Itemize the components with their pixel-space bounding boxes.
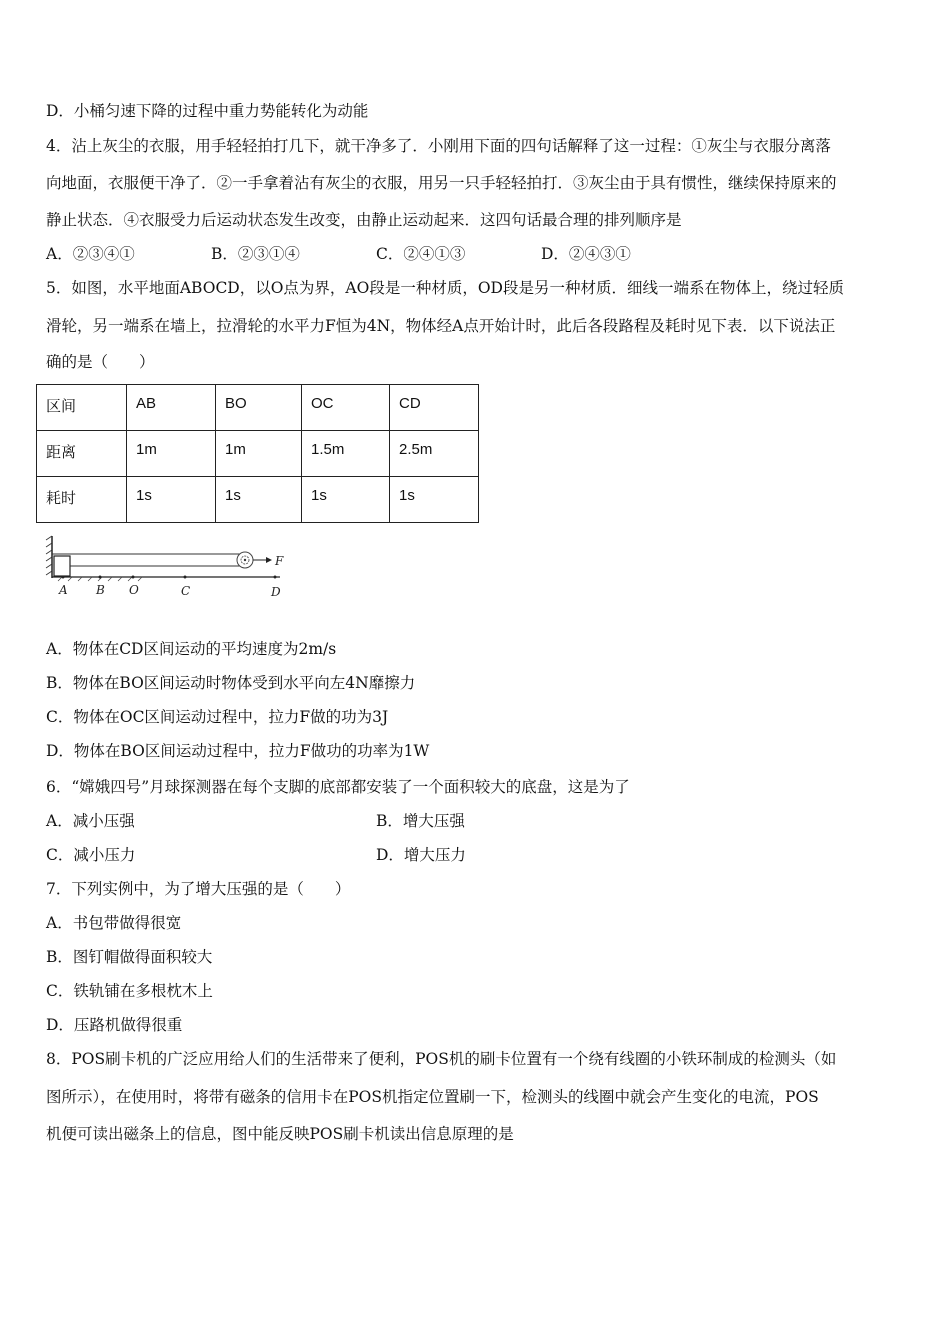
table-cell: BO <box>216 385 302 431</box>
table-cell: 1m <box>127 431 216 477</box>
table-row <box>37 431 479 477</box>
wall-icon <box>46 536 52 578</box>
label-b: B <box>96 583 105 597</box>
table-row <box>37 477 479 523</box>
q4-stem-line3: 静止状态．④衣服受力后运动状态发生改变，由静止运动起来．这四句话最合理的排列顺序是 <box>46 211 682 229</box>
q7-option-a: A．书包带做得很宽 <box>46 914 182 932</box>
point-o-marker <box>132 576 135 579</box>
q6-option-d: D．增大压力 <box>376 846 466 864</box>
table-cell: 1s <box>390 477 479 523</box>
q5-stem-line1: 5．如图，水平地面ABOCD，以O点为界，AO段是一种材质，OD段是另一种材质．细线一端系在物体上，绕过轻质 <box>46 279 844 297</box>
q8-stem-line3: 机便可读出磁条上的信息，图中能反映POS刷卡机读出信息原理的是 <box>46 1125 514 1143</box>
table-cell: 距离 <box>37 431 127 477</box>
label-f: F <box>275 554 284 568</box>
table-cell: 2.5m <box>390 431 479 477</box>
q7-option-b: B．图钉帽做得面积较大 <box>46 948 213 966</box>
q4-stem-line1: 4．沾上灰尘的衣服，用手轻轻拍打几下，就干净多了．小刚用下面的四句话解释了这一过程：①灰尘与衣服分离落 <box>46 137 831 155</box>
label-a: A <box>59 583 68 597</box>
table-row <box>37 385 479 431</box>
q7-option-c: C．铁轨铺在多根枕木上 <box>46 982 213 1000</box>
q6-stem: 6．“嫦娥四号”月球探测器在每个支脚的底部都安装了一个面积较大的底盘，这是为了 <box>46 778 630 796</box>
block-icon <box>54 556 70 576</box>
q8-stem-line1: 8．POS刷卡机的广泛应用给人们的生活带来了便利，POS机的刷卡位置有一个绕有线圈的小铁环制成的检测头（如 <box>46 1050 837 1068</box>
q4-option-c: C．②④①③ <box>376 245 466 263</box>
ground-icon <box>52 577 280 581</box>
q5-pulley-figure <box>40 532 300 602</box>
point-c-marker <box>184 576 187 579</box>
q7-stem: 7．下列实例中，为了增大压强的是（ ） <box>46 880 351 898</box>
force-arrowhead-icon <box>266 557 272 563</box>
q4-stem-line2: 向地面，衣服便干净了．②一手拿着沾有灰尘的衣服，用另一只手轻轻拍打．③灰尘由于具有惯性，继续保持原来的 <box>46 174 837 192</box>
table-cell: AB <box>127 385 216 431</box>
q5-data-table <box>36 384 479 523</box>
q5-option-d: D．物体在BO区间运动过程中，拉力F做功的功率为1W <box>46 742 430 760</box>
q5-option-a: A．物体在CD区间运动的平均速度为2m/s <box>46 640 337 658</box>
q7-option-d: D．压路机做得很重 <box>46 1016 183 1034</box>
q5-stem-line2: 滑轮，另一端系在墙上，拉滑轮的水平力F恒为4N，物体经A点开始计时，此后各段路程及耗时见下表．以下说法正 <box>46 317 836 335</box>
q4-option-a: A．②③④① <box>46 245 135 263</box>
q8-stem-line2: 图所示），在使用时，将带有磁条的信用卡在POS机指定位置刷一下，检测头的线圈中就会产生变化的电流，POS <box>46 1088 819 1106</box>
label-o: O <box>129 583 139 597</box>
label-d: D <box>271 585 281 599</box>
point-b-marker <box>99 576 102 579</box>
table-cell: OC <box>302 385 390 431</box>
table-cell: 1m <box>216 431 302 477</box>
q4-option-b: B．②③①④ <box>211 245 300 263</box>
q5-option-c: C．物体在OC区间运动过程中，拉力F做的功为3J <box>46 708 389 726</box>
table-cell: 1s <box>127 477 216 523</box>
point-a-marker <box>62 576 65 579</box>
table-cell: 1.5m <box>302 431 390 477</box>
point-d-marker <box>274 576 277 579</box>
table-cell: 1s <box>216 477 302 523</box>
table-cell: CD <box>390 385 479 431</box>
q6-option-c: C．减小压力 <box>46 846 136 864</box>
table-cell: 区间 <box>37 385 127 431</box>
q5-option-b: B．物体在BO区间运动时物体受到水平向左4N靡擦力 <box>46 674 416 692</box>
q3-option-d: D．小桶匀速下降的过程中重力势能转化为动能 <box>46 102 369 120</box>
table-cell: 耗时 <box>37 477 127 523</box>
q5-stem-line3: 确的是（ ） <box>46 353 155 371</box>
q4-option-d: D．②④③① <box>541 245 631 263</box>
table-cell: 1s <box>302 477 390 523</box>
q6-option-b: B．增大压强 <box>376 812 465 830</box>
q6-option-a: A．减小压强 <box>46 812 135 830</box>
pulley-icon <box>237 552 253 568</box>
label-c: C <box>181 584 191 598</box>
